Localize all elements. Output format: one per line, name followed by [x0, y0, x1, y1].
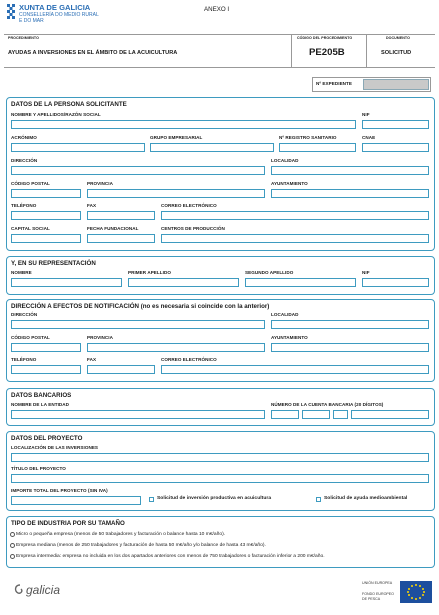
procedimiento-value: AYUDAS A INVERSIONES EN EL ÁMBITO DE LA ACUICULTURA: [8, 50, 178, 56]
rep-segundo-field[interactable]: [245, 278, 356, 287]
notificacion-title: DIRECCIÓN A EFECTOS DE NOTIFICACIÓN (no es necesaria si coincide con la anterior): [11, 303, 270, 310]
centros-label: CENTROS DE PRODUCCIÓN: [161, 226, 225, 231]
cuenta-entidad-field[interactable]: [271, 410, 299, 419]
titulo-field[interactable]: [11, 474, 429, 483]
fax-label: FAX: [87, 203, 97, 208]
not-correo-field[interactable]: [161, 365, 429, 374]
anexo-label: ANEXO I: [204, 6, 230, 13]
entidad-label: NOMBRE DE LA ENTIDAD: [11, 402, 69, 407]
ue-line2: FONDO EUROPEO: [362, 592, 394, 596]
nif-label: NIF: [362, 112, 370, 117]
consellaria-line1: CONSELLERÍA DO MEDIO RURAL: [19, 12, 99, 18]
intermedia-radio[interactable]: [10, 554, 15, 559]
not-provincia-field[interactable]: [87, 343, 265, 352]
representacion-title: Y, EN SU REPRESENTACIÓN: [11, 260, 96, 267]
ayuntamiento-label: AYUNTAMIENTO: [271, 181, 308, 186]
telefono-field[interactable]: [11, 211, 81, 220]
not-localidad-field[interactable]: [271, 320, 429, 329]
acronimo-field[interactable]: [11, 143, 145, 152]
capital-label: CAPITAL SOCIAL: [11, 226, 50, 231]
not-ayuntamiento-label: AYUNTAMIENTO: [271, 335, 308, 340]
fecha-field[interactable]: [87, 234, 155, 243]
direccion-label: DIRECCIÓN: [11, 158, 38, 163]
bancarios-title: DATOS BANCARIOS: [11, 392, 72, 399]
not-cp-field[interactable]: [11, 343, 81, 352]
xunta-title: XUNTA DE GALICIA: [19, 3, 91, 12]
documento-label: DOCUMENTO: [386, 36, 410, 40]
mediana-radio[interactable]: [10, 543, 15, 548]
micro-option: Micro o pequeña empresa (menos de 50 trabajadores y facturación o balance hasta 10 m€/año).: [16, 532, 226, 537]
medioambiental-checkbox[interactable]: [316, 497, 321, 502]
expediente-field[interactable]: [363, 79, 429, 90]
rep-primer-label: PRIMER APELLIDO: [128, 270, 171, 275]
cuenta-numero-field[interactable]: [351, 410, 429, 419]
rep-segundo-label: SEGUNDO APELLIDO: [245, 270, 294, 275]
rep-nif-field[interactable]: [362, 278, 429, 287]
direccion-field[interactable]: [11, 166, 265, 175]
documento-value: SOLICITUD: [381, 50, 412, 56]
divider: [291, 34, 292, 68]
consellaria-line2: E DO MAR: [19, 18, 44, 24]
importe-field[interactable]: [11, 496, 141, 505]
not-fax-field[interactable]: [87, 365, 155, 374]
micro-radio[interactable]: [10, 532, 15, 537]
cp-label: CÓDIGO POSTAL: [11, 181, 50, 186]
ayuntamiento-field[interactable]: [271, 189, 429, 198]
telefono-label: TELÉFONO: [11, 203, 37, 208]
nombre-field[interactable]: [11, 120, 356, 129]
proyecto-title: DATOS DEL PROYECTO: [11, 435, 83, 442]
rep-nif-label: NIF: [362, 270, 370, 275]
galicia-wordmark: galicia: [26, 583, 61, 597]
procedimiento-label: PROCEDIMIENTO: [8, 36, 39, 40]
not-provincia-label: PROVINCIA: [87, 335, 113, 340]
divider: [366, 34, 367, 68]
acronimo-label: ACRÓNIMO: [11, 135, 37, 140]
not-correo-label: CORREO ELECTRÓNICO: [161, 357, 217, 362]
not-direccion-field[interactable]: [11, 320, 265, 329]
inversion-label: Solicitud de inversión productiva en acuicultura: [157, 496, 272, 501]
not-cp-label: CÓDIGO POSTAL: [11, 335, 50, 340]
not-ayuntamiento-field[interactable]: [271, 343, 429, 352]
fecha-label: FECHA FUNDACIONAL: [87, 226, 139, 231]
rep-nombre-label: NOMBRE: [11, 270, 32, 275]
cuenta-dc-field[interactable]: [333, 410, 348, 419]
expediente-label: Nº EXPEDIENTE: [316, 81, 353, 86]
inversion-checkbox[interactable]: [149, 497, 154, 502]
eu-flag: [400, 581, 432, 603]
not-localidad-label: LOCALIDAD: [271, 312, 299, 317]
codigo-label: CÓDIGO DEL PROCEDIMIENTO: [297, 36, 353, 40]
rep-nombre-field[interactable]: [11, 278, 122, 287]
galicia-logo: [12, 580, 72, 602]
provincia-label: PROVINCIA: [87, 181, 113, 186]
grupo-field[interactable]: [150, 143, 274, 152]
centros-field[interactable]: [161, 234, 429, 243]
xunta-shield-icon: [6, 3, 16, 23]
not-telefono-field[interactable]: [11, 365, 81, 374]
localizacion-label: LOCALIZACIÓN DE LAS INVERSIONES: [11, 445, 99, 450]
fax-field[interactable]: [87, 211, 155, 220]
cnae-field[interactable]: [362, 143, 429, 152]
rep-primer-field[interactable]: [128, 278, 239, 287]
not-telefono-label: TELÉFONO: [11, 357, 37, 362]
titulo-label: TÍTULO DEL PROYECTO: [11, 466, 66, 471]
nombre-label: NOMBRE Y APELLIDOS/RAZÓN SOCIAL: [11, 112, 101, 117]
registro-label: Nº REGISTRO SANITARIO: [279, 135, 337, 140]
nif-field[interactable]: [362, 120, 429, 129]
ue-line3: DE PESCA: [362, 597, 381, 601]
intermedia-option: Empresa intermedia: empresa no incluida en los dos apartados anteriores con menos de 750 trabajadores o facturación inferior a 200 m€/año.: [16, 554, 325, 559]
mediana-option: Empresa mediana (menos de 250 trabajadores y facturación de hasta 50 m€/año y/o balance de hasta 43 m€/año).: [16, 543, 266, 548]
correo-label: CORREO ELECTRÓNICO: [161, 203, 217, 208]
provincia-field[interactable]: [87, 189, 265, 198]
not-fax-label: FAX: [87, 357, 97, 362]
medioambiental-label: Solicitud de ayuda medioambiental: [324, 496, 408, 501]
entidad-field[interactable]: [11, 410, 265, 419]
solicitante-title: DATOS DE LA PERSONA SOLICITANTE: [11, 101, 127, 108]
correo-field[interactable]: [161, 211, 429, 220]
localizacion-field[interactable]: [11, 453, 429, 462]
capital-field[interactable]: [11, 234, 81, 243]
cuenta-label: NÚMERO DE LA CUENTA BANCARIA (20 DÍGITOS): [271, 402, 384, 407]
localidad-label: LOCALIDAD: [271, 158, 299, 163]
codigo-value: PE205B: [309, 47, 345, 58]
cuenta-oficina-field[interactable]: [302, 410, 330, 419]
grupo-label: GRUPO EMPRESARIAL: [150, 135, 203, 140]
eu-stars-icon: [400, 581, 432, 603]
registro-field[interactable]: [279, 143, 356, 152]
ue-line1: UNIÓN EUROPEA: [362, 581, 393, 585]
cp-field[interactable]: [11, 189, 81, 198]
cnae-label: CNAE: [362, 135, 376, 140]
industria-title: TIPO DE INDUSTRIA POR SU TAMAÑO: [11, 520, 125, 527]
xunta-logo: [6, 3, 16, 23]
not-direccion-label: DIRECCIÓN: [11, 312, 38, 317]
importe-label: IMPORTE TOTAL DEL PROYECTO (SIN IVA): [11, 488, 108, 493]
localidad-field[interactable]: [271, 166, 429, 175]
